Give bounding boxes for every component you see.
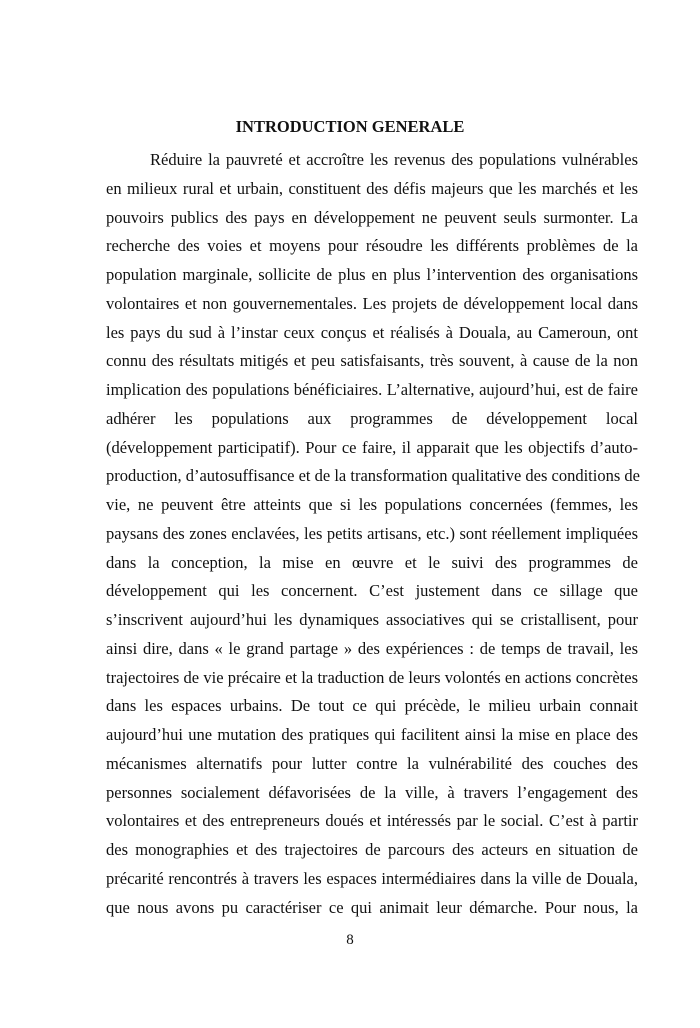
text-line: ainsi dire, dans « le grand partage » des expériences : de temps de travail, les (106, 638, 638, 658)
text-line: production, d’autosuffisance et de la transformation qualitative des conditions de (106, 466, 640, 486)
text-line: (développement participatif). Pour ce faire, il apparait que les objectifs d’auto- (106, 437, 638, 457)
text-line: aujourd’hui une mutation des pratiques qui facilitent ainsi la mise en place des (106, 725, 638, 744)
section-title: INTRODUCTION GENERALE (235, 117, 465, 136)
text-line: vie, ne peuvent être atteints que si les populations concernées (femmes, les (106, 495, 638, 514)
text-line: dans les espaces urbains. De tout ce qui précède, le milieu urbain connait (106, 696, 638, 716)
text-line: précarité rencontrés à travers les espaces intermédiaires dans la ville de Douala, (106, 868, 638, 888)
page-number: 8 (346, 932, 354, 948)
text-line: en milieux rural et urbain, constituent des défis majeurs que les marchés et les (106, 178, 638, 198)
text-line: Réduire la pauvreté et accroître les revenus des populations vulnérables (150, 150, 638, 169)
text-line: population marginale, sollicite de plus en plus l’intervention des organisations (106, 265, 638, 284)
text-line: dans la conception, la mise en œuvre et le suivi des programmes de (106, 552, 638, 572)
body-paragraph (106, 146, 638, 922)
text-line: que nous avons pu caractériser ce qui animait leur démarche. Pour nous, la (106, 897, 638, 917)
text-line: mécanismes alternatifs pour lutter contre la vulnérabilité des couches des (106, 753, 638, 773)
text-line: connu des résultats mitigés et peu satisfaisants, très souvent, à cause de la non (106, 351, 638, 371)
text-line: volontaires et des entrepreneurs doués et intéressés par le social. C’est à partir (106, 811, 638, 831)
text-line: recherche des voies et moyens pour résoudre les différents problèmes de la (106, 236, 638, 256)
text-line: personnes socialement défavorisées de la ville, à travers l’engagement des (106, 782, 638, 802)
text-line: volontaires et non gouvernementales. Les projets de développement local dans (106, 293, 638, 313)
text-line: développement qui les concernent. C’est justement dans ce sillage que (106, 581, 638, 601)
text-line: adhérer les populations aux programmes de développement local (106, 408, 638, 428)
text-line: les pays du sud à l’instar ceux conçus et réalisés à Douala, au Cameroun, ont (106, 322, 638, 342)
text-line: pouvoirs publics des pays en développement ne peuvent seuls surmonter. La (106, 207, 638, 227)
text-line: des monographies et des trajectoires de parcours des acteurs en situation de (106, 840, 638, 859)
text-line: trajectoires de vie précaire et la traduction de leurs volontés en actions concrètes (106, 667, 638, 687)
text-line: implication des populations bénéficiaires. L’alternative, aujourd’hui, est de faire (106, 380, 638, 399)
text-line: s’inscrivent aujourd’hui les dynamiques associatives qui se cristallisent, pour (106, 610, 638, 629)
text-line: paysans des zones enclavées, les petits artisans, etc.) sont réellement impliquées (106, 523, 638, 543)
